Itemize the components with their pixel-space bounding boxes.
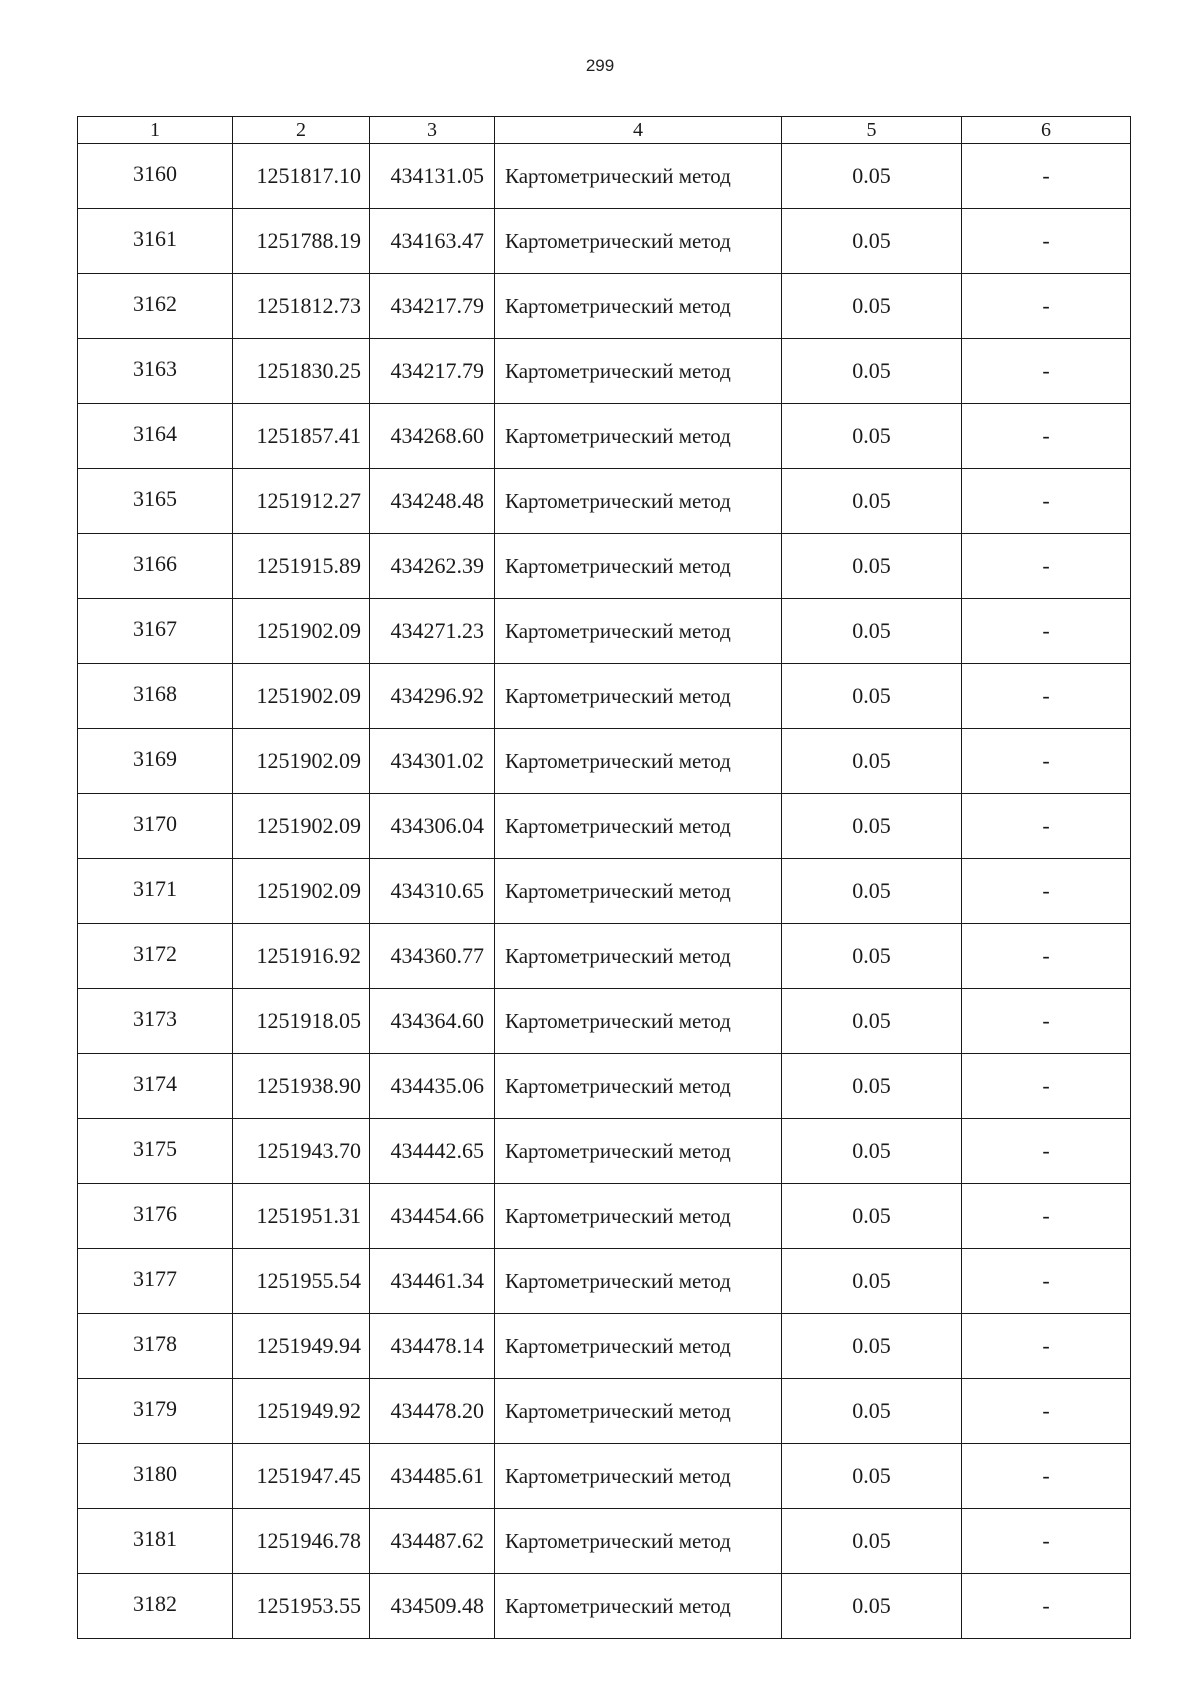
point-number-cell: 3160: [78, 144, 233, 209]
method-cell: Картометрический метод: [495, 1184, 782, 1249]
y-coordinate-cell: 434163.47: [370, 209, 495, 274]
point-number-cell: 3175: [78, 1119, 233, 1184]
x-coordinate-cell: 1251902.09: [233, 664, 370, 729]
method-cell: Картометрический метод: [495, 664, 782, 729]
y-coordinate-cell: 434478.14: [370, 1314, 495, 1379]
method-cell: Картометрический метод: [495, 729, 782, 794]
point-number-cell: 3162: [78, 274, 233, 339]
x-coordinate-cell: 1251902.09: [233, 859, 370, 924]
method-cell: Картометрический метод: [495, 534, 782, 599]
table-row: [78, 989, 1131, 1054]
x-coordinate-cell: 1251946.78: [233, 1509, 370, 1574]
header-row: [78, 117, 1131, 144]
point-number-cell: 3161: [78, 209, 233, 274]
point-number-cell: 3165: [78, 469, 233, 534]
note-cell: -: [962, 1184, 1131, 1249]
column-header-2: 2: [233, 117, 370, 144]
y-coordinate-cell: 434296.92: [370, 664, 495, 729]
x-coordinate-cell: 1251912.27: [233, 469, 370, 534]
table-row: [78, 1184, 1131, 1249]
note-cell: -: [962, 209, 1131, 274]
y-coordinate-cell: 434442.65: [370, 1119, 495, 1184]
point-number-cell: 3164: [78, 404, 233, 469]
point-number-cell: 3173: [78, 989, 233, 1054]
method-cell: Картометрический метод: [495, 794, 782, 859]
note-cell: -: [962, 274, 1131, 339]
y-coordinate-cell: 434435.06: [370, 1054, 495, 1119]
table-row: [78, 1379, 1131, 1444]
point-number-cell: 3163: [78, 339, 233, 404]
note-cell: -: [962, 729, 1131, 794]
note-cell: -: [962, 1574, 1131, 1639]
table-row: [78, 1054, 1131, 1119]
point-number-cell: 3174: [78, 1054, 233, 1119]
x-coordinate-cell: 1251916.92: [233, 924, 370, 989]
accuracy-cell: 0.05: [782, 1054, 962, 1119]
accuracy-cell: 0.05: [782, 1119, 962, 1184]
method-cell: Картометрический метод: [495, 1509, 782, 1574]
x-coordinate-cell: 1251915.89: [233, 534, 370, 599]
y-coordinate-cell: 434262.39: [370, 534, 495, 599]
point-number-cell: 3172: [78, 924, 233, 989]
y-coordinate-cell: 434364.60: [370, 989, 495, 1054]
accuracy-cell: 0.05: [782, 534, 962, 599]
x-coordinate-cell: 1251951.31: [233, 1184, 370, 1249]
column-header-5: 5: [782, 117, 962, 144]
x-coordinate-cell: 1251943.70: [233, 1119, 370, 1184]
method-cell: Картометрический метод: [495, 1054, 782, 1119]
accuracy-cell: 0.05: [782, 859, 962, 924]
note-cell: -: [962, 1054, 1131, 1119]
note-cell: -: [962, 339, 1131, 404]
table-body: [78, 144, 1131, 1639]
y-coordinate-cell: 434217.79: [370, 274, 495, 339]
method-cell: Картометрический метод: [495, 989, 782, 1054]
y-coordinate-cell: 434301.02: [370, 729, 495, 794]
x-coordinate-cell: 1251953.55: [233, 1574, 370, 1639]
y-coordinate-cell: 434478.20: [370, 1379, 495, 1444]
note-cell: -: [962, 1249, 1131, 1314]
y-coordinate-cell: 434310.65: [370, 859, 495, 924]
accuracy-cell: 0.05: [782, 1249, 962, 1314]
y-coordinate-cell: 434131.05: [370, 144, 495, 209]
x-coordinate-cell: 1251902.09: [233, 599, 370, 664]
x-coordinate-cell: 1251830.25: [233, 339, 370, 404]
table-row: [78, 339, 1131, 404]
accuracy-cell: 0.05: [782, 274, 962, 339]
x-coordinate-cell: 1251857.41: [233, 404, 370, 469]
table-row: [78, 1314, 1131, 1379]
accuracy-cell: 0.05: [782, 924, 962, 989]
method-cell: Картометрический метод: [495, 859, 782, 924]
point-number-cell: 3171: [78, 859, 233, 924]
point-number-cell: 3180: [78, 1444, 233, 1509]
note-cell: -: [962, 924, 1131, 989]
note-cell: -: [962, 664, 1131, 729]
y-coordinate-cell: 434271.23: [370, 599, 495, 664]
y-coordinate-cell: 434306.04: [370, 794, 495, 859]
point-number-cell: 3178: [78, 1314, 233, 1379]
method-cell: Картометрический метод: [495, 339, 782, 404]
point-number-cell: 3169: [78, 729, 233, 794]
table-row: [78, 729, 1131, 794]
table-row: [78, 599, 1131, 664]
table-row: [78, 664, 1131, 729]
y-coordinate-cell: 434248.48: [370, 469, 495, 534]
accuracy-cell: 0.05: [782, 1184, 962, 1249]
x-coordinate-cell: 1251817.10: [233, 144, 370, 209]
table-header: [78, 117, 1131, 144]
note-cell: -: [962, 1314, 1131, 1379]
table-row: [78, 534, 1131, 599]
table-row: [78, 1444, 1131, 1509]
x-coordinate-cell: 1251949.92: [233, 1379, 370, 1444]
accuracy-cell: 0.05: [782, 469, 962, 534]
point-number-cell: 3179: [78, 1379, 233, 1444]
x-coordinate-cell: 1251788.19: [233, 209, 370, 274]
method-cell: Картометрический метод: [495, 404, 782, 469]
column-header-6: 6: [962, 117, 1131, 144]
accuracy-cell: 0.05: [782, 1379, 962, 1444]
method-cell: Картометрический метод: [495, 1444, 782, 1509]
x-coordinate-cell: 1251955.54: [233, 1249, 370, 1314]
note-cell: -: [962, 1509, 1131, 1574]
method-cell: Картометрический метод: [495, 599, 782, 664]
y-coordinate-cell: 434509.48: [370, 1574, 495, 1639]
method-cell: Картометрический метод: [495, 1119, 782, 1184]
accuracy-cell: 0.05: [782, 144, 962, 209]
accuracy-cell: 0.05: [782, 989, 962, 1054]
accuracy-cell: 0.05: [782, 729, 962, 794]
point-number-cell: 3166: [78, 534, 233, 599]
y-coordinate-cell: 434360.77: [370, 924, 495, 989]
x-coordinate-cell: 1251902.09: [233, 729, 370, 794]
accuracy-cell: 0.05: [782, 1314, 962, 1379]
column-header-1: 1: [78, 117, 233, 144]
table-row: [78, 1509, 1131, 1574]
column-header-4: 4: [495, 117, 782, 144]
table-row: [78, 404, 1131, 469]
accuracy-cell: 0.05: [782, 1444, 962, 1509]
x-coordinate-cell: 1251947.45: [233, 1444, 370, 1509]
note-cell: -: [962, 469, 1131, 534]
x-coordinate-cell: 1251902.09: [233, 794, 370, 859]
point-number-cell: 3176: [78, 1184, 233, 1249]
note-cell: -: [962, 1119, 1131, 1184]
method-cell: Картометрический метод: [495, 1379, 782, 1444]
x-coordinate-cell: 1251812.73: [233, 274, 370, 339]
y-coordinate-cell: 434485.61: [370, 1444, 495, 1509]
y-coordinate-cell: 434454.66: [370, 1184, 495, 1249]
accuracy-cell: 0.05: [782, 209, 962, 274]
method-cell: Картометрический метод: [495, 209, 782, 274]
y-coordinate-cell: 434461.34: [370, 1249, 495, 1314]
method-cell: Картометрический метод: [495, 924, 782, 989]
table-row: [78, 1249, 1131, 1314]
page-number: 299: [585, 56, 615, 75]
method-cell: Картометрический метод: [495, 1314, 782, 1379]
point-number-cell: 3167: [78, 599, 233, 664]
note-cell: -: [962, 1444, 1131, 1509]
method-cell: Картометрический метод: [495, 1249, 782, 1314]
point-number-cell: 3182: [78, 1574, 233, 1639]
note-cell: -: [962, 404, 1131, 469]
accuracy-cell: 0.05: [782, 1574, 962, 1639]
table-row: [78, 209, 1131, 274]
table-row: [78, 144, 1131, 209]
accuracy-cell: 0.05: [782, 1509, 962, 1574]
accuracy-cell: 0.05: [782, 404, 962, 469]
x-coordinate-cell: 1251938.90: [233, 1054, 370, 1119]
x-coordinate-cell: 1251918.05: [233, 989, 370, 1054]
table-row: [78, 794, 1131, 859]
point-number-cell: 3170: [78, 794, 233, 859]
note-cell: -: [962, 144, 1131, 209]
y-coordinate-cell: 434268.60: [370, 404, 495, 469]
table-row: [78, 1119, 1131, 1184]
method-cell: Картометрический метод: [495, 1574, 782, 1639]
accuracy-cell: 0.05: [782, 794, 962, 859]
method-cell: Картометрический метод: [495, 469, 782, 534]
note-cell: -: [962, 859, 1131, 924]
table-row: [78, 859, 1131, 924]
table-row: [78, 1574, 1131, 1639]
coordinates-table: [77, 116, 1131, 1639]
table-row: [78, 924, 1131, 989]
note-cell: -: [962, 989, 1131, 1054]
table-row: [78, 469, 1131, 534]
x-coordinate-cell: 1251949.94: [233, 1314, 370, 1379]
note-cell: -: [962, 534, 1131, 599]
table-row: [78, 274, 1131, 339]
method-cell: Картометрический метод: [495, 274, 782, 339]
note-cell: -: [962, 794, 1131, 859]
point-number-cell: 3168: [78, 664, 233, 729]
point-number-cell: 3181: [78, 1509, 233, 1574]
note-cell: -: [962, 1379, 1131, 1444]
accuracy-cell: 0.05: [782, 599, 962, 664]
point-number-cell: 3177: [78, 1249, 233, 1314]
y-coordinate-cell: 434217.79: [370, 339, 495, 404]
column-header-3: 3: [370, 117, 495, 144]
note-cell: -: [962, 599, 1131, 664]
method-cell: Картометрический метод: [495, 144, 782, 209]
y-coordinate-cell: 434487.62: [370, 1509, 495, 1574]
accuracy-cell: 0.05: [782, 339, 962, 404]
accuracy-cell: 0.05: [782, 664, 962, 729]
